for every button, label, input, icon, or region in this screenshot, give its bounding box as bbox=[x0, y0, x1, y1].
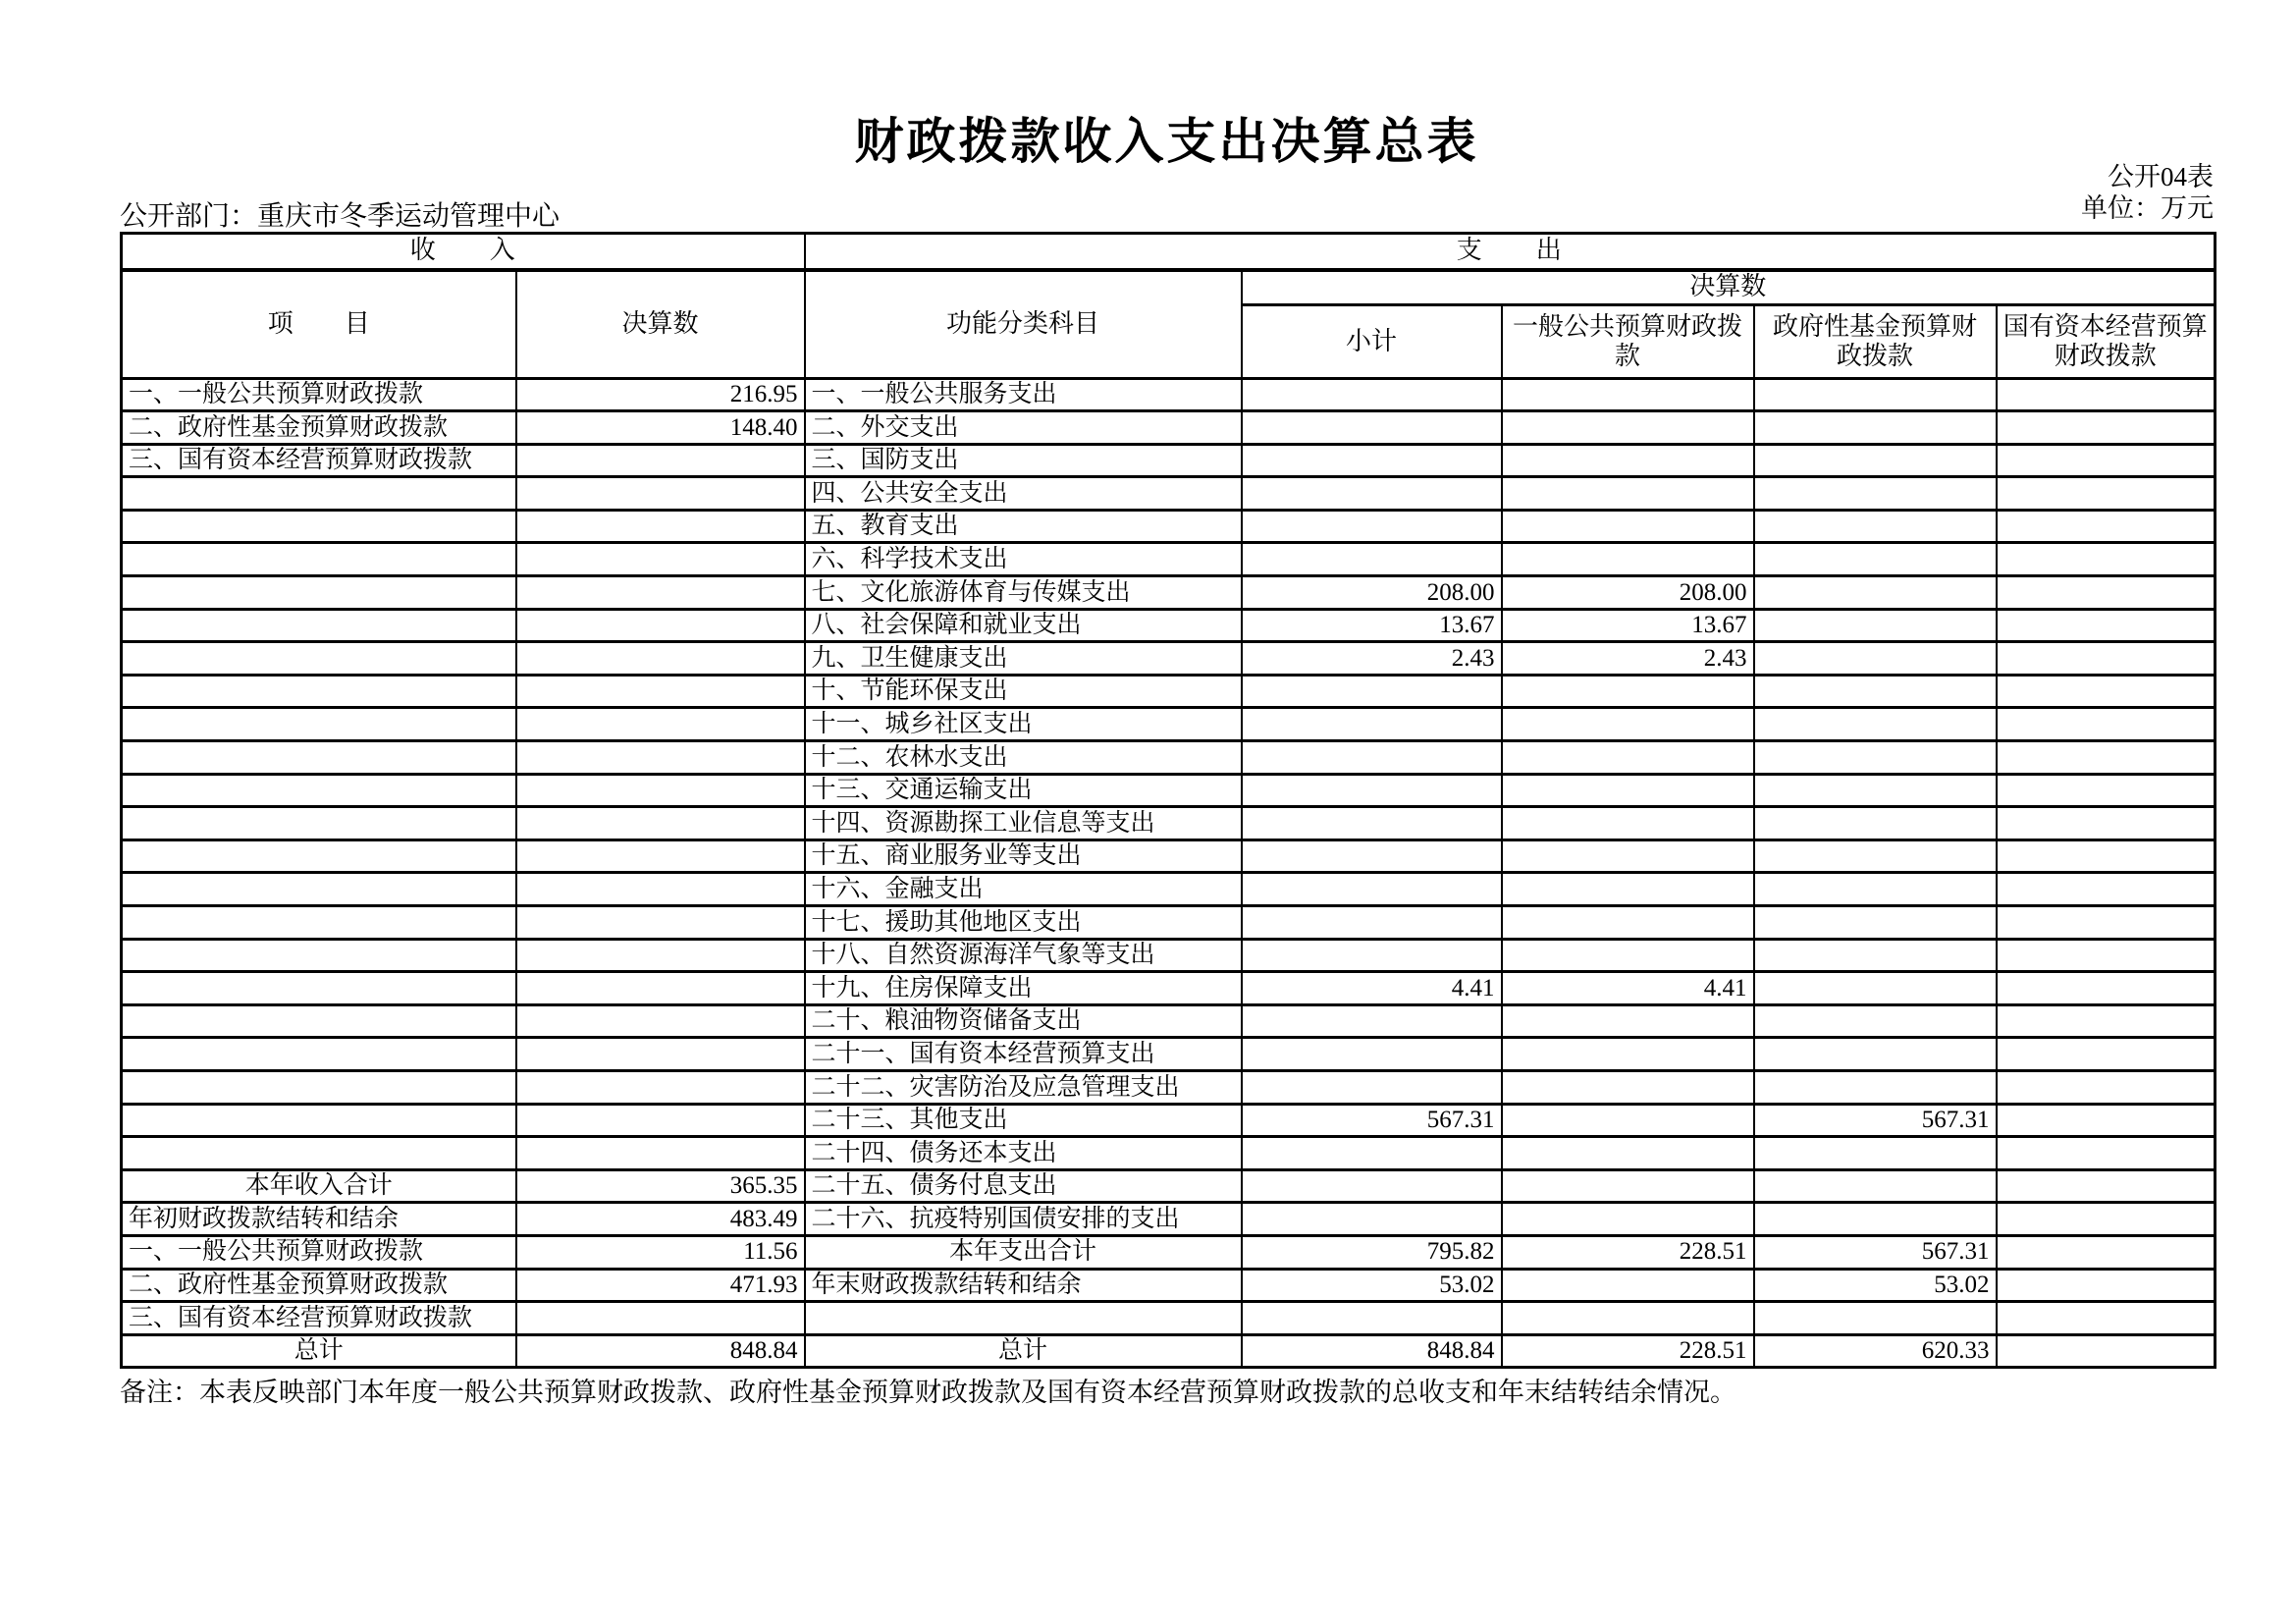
table-row bbox=[122, 708, 2216, 741]
state-capital-cell bbox=[1997, 774, 2216, 807]
subtotal-cell bbox=[1242, 873, 1502, 906]
income-item-cell: 三、国有资本经营预算财政拨款 bbox=[122, 1302, 516, 1335]
income-value-cell bbox=[516, 708, 805, 741]
expense-item-cell: 十二、农林水支出 bbox=[805, 741, 1242, 775]
table-row bbox=[122, 444, 2216, 477]
subtotal-cell: 4.41 bbox=[1242, 972, 1502, 1005]
col-header-item: 项 目 bbox=[122, 270, 516, 379]
state-capital-cell bbox=[1997, 1070, 2216, 1104]
gov-fund-cell bbox=[1754, 510, 1997, 543]
expense-item-cell: 八、社会保障和就业支出 bbox=[805, 609, 1242, 642]
table-row bbox=[122, 741, 2216, 775]
state-capital-cell bbox=[1997, 1302, 2216, 1335]
income-item-cell bbox=[122, 1070, 516, 1104]
table-row bbox=[122, 543, 2216, 576]
general-public-cell bbox=[1502, 774, 1754, 807]
expense-item-cell: 二、外交支出 bbox=[805, 411, 1242, 445]
income-value-cell bbox=[516, 510, 805, 543]
general-public-cell bbox=[1502, 1302, 1754, 1335]
table-row bbox=[122, 1169, 2216, 1203]
table-row bbox=[122, 939, 2216, 972]
expense-item-cell: 二十六、抗疫特别国债安排的支出 bbox=[805, 1203, 1242, 1236]
income-value-cell bbox=[516, 444, 805, 477]
state-capital-cell bbox=[1997, 675, 2216, 708]
fiscal-table bbox=[120, 232, 2216, 1369]
income-value-cell bbox=[516, 807, 805, 840]
state-capital-cell bbox=[1997, 642, 2216, 676]
expense-item-cell: 十七、援助其他地区支出 bbox=[805, 906, 1242, 940]
state-capital-cell bbox=[1997, 1104, 2216, 1137]
general-public-cell bbox=[1502, 378, 1754, 411]
expense-item-cell: 十八、自然资源海洋气象等支出 bbox=[805, 939, 1242, 972]
state-capital-cell bbox=[1997, 444, 2216, 477]
income-item-cell bbox=[122, 972, 516, 1005]
subtotal-cell bbox=[1242, 477, 1502, 511]
subtotal-cell bbox=[1242, 1004, 1502, 1038]
general-public-cell bbox=[1502, 477, 1754, 511]
gov-fund-cell bbox=[1754, 873, 1997, 906]
expense-item-cell: 十五、商业服务业等支出 bbox=[805, 839, 1242, 873]
table-row bbox=[122, 1334, 2216, 1368]
expense-item-cell: 二十五、债务付息支出 bbox=[805, 1169, 1242, 1203]
state-capital-cell bbox=[1997, 1169, 2216, 1203]
general-public-cell bbox=[1502, 510, 1754, 543]
income-item-cell bbox=[122, 939, 516, 972]
income-item-cell: 总计 bbox=[122, 1334, 516, 1368]
subtotal-cell: 795.82 bbox=[1242, 1235, 1502, 1269]
income-value-cell: 148.40 bbox=[516, 411, 805, 445]
subtotal-cell bbox=[1242, 1137, 1502, 1170]
income-value-cell: 471.93 bbox=[516, 1269, 805, 1302]
gov-fund-cell bbox=[1754, 1038, 1997, 1071]
expense-item-cell: 十、节能环保支出 bbox=[805, 675, 1242, 708]
income-item-cell bbox=[122, 477, 516, 511]
subtotal-cell bbox=[1242, 741, 1502, 775]
income-item-cell bbox=[122, 642, 516, 676]
gov-fund-cell bbox=[1754, 1302, 1997, 1335]
subtotal-cell bbox=[1242, 807, 1502, 840]
expense-item-cell: 七、文化旅游体育与传媒支出 bbox=[805, 576, 1242, 610]
state-capital-cell bbox=[1997, 510, 2216, 543]
general-public-cell bbox=[1502, 873, 1754, 906]
gov-fund-cell bbox=[1754, 543, 1997, 576]
state-capital-cell bbox=[1997, 477, 2216, 511]
gov-fund-cell bbox=[1754, 444, 1997, 477]
expense-item-cell: 二十四、债务还本支出 bbox=[805, 1137, 1242, 1170]
expense-item-cell: 九、卫生健康支出 bbox=[805, 642, 1242, 676]
note-text: 备注：本表反映部门本年度一般公共预算财政拨款、政府性基金预算财政拨款及国有资本经营预算财政拨款的总收支和年末结转结余情况。 bbox=[120, 1378, 1736, 1407]
table-row bbox=[122, 1104, 2216, 1137]
expense-item-cell: 三、国防支出 bbox=[805, 444, 1242, 477]
state-capital-cell bbox=[1997, 807, 2216, 840]
income-value-cell bbox=[516, 1004, 805, 1038]
gov-fund-cell bbox=[1754, 675, 1997, 708]
general-public-cell bbox=[1502, 543, 1754, 576]
gov-fund-cell: 567.31 bbox=[1754, 1104, 1997, 1137]
section-header-row bbox=[122, 234, 2216, 270]
table-row bbox=[122, 1269, 2216, 1302]
gov-fund-cell bbox=[1754, 1137, 1997, 1170]
income-item-cell: 年初财政拨款结转和结余 bbox=[122, 1203, 516, 1236]
expense-item-cell: 二十二、灾害防治及应急管理支出 bbox=[805, 1070, 1242, 1104]
table-row bbox=[122, 774, 2216, 807]
gov-fund-cell bbox=[1754, 378, 1997, 411]
table-row bbox=[122, 675, 2216, 708]
subtotal-cell bbox=[1242, 708, 1502, 741]
expense-item-cell: 十六、金融支出 bbox=[805, 873, 1242, 906]
income-value-cell bbox=[516, 972, 805, 1005]
subtotal-cell bbox=[1242, 906, 1502, 940]
gov-fund-cell: 53.02 bbox=[1754, 1269, 1997, 1302]
gov-fund-cell bbox=[1754, 1203, 1997, 1236]
income-item-cell: 一、一般公共预算财政拨款 bbox=[122, 378, 516, 411]
table-row bbox=[122, 839, 2216, 873]
table-row bbox=[122, 906, 2216, 940]
state-capital-cell bbox=[1997, 1203, 2216, 1236]
expense-item-cell: 六、科学技术支出 bbox=[805, 543, 1242, 576]
income-value-cell bbox=[516, 675, 805, 708]
income-value-cell bbox=[516, 1104, 805, 1137]
state-capital-cell bbox=[1997, 1004, 2216, 1038]
subtotal-cell bbox=[1242, 1169, 1502, 1203]
col-header-expense-amount-group: 决算数 bbox=[1242, 270, 2216, 305]
general-public-cell bbox=[1502, 1004, 1754, 1038]
gov-fund-cell bbox=[1754, 807, 1997, 840]
state-capital-cell bbox=[1997, 1038, 2216, 1071]
income-value-cell bbox=[516, 576, 805, 610]
general-public-cell bbox=[1502, 1269, 1754, 1302]
state-capital-cell bbox=[1997, 1269, 2216, 1302]
gov-fund-cell bbox=[1754, 1004, 1997, 1038]
income-value-cell bbox=[516, 1302, 805, 1335]
subtotal-cell: 567.31 bbox=[1242, 1104, 1502, 1137]
page-title: 财政拨款收入支出决算总表 bbox=[854, 114, 1479, 169]
subtotal-cell bbox=[1242, 774, 1502, 807]
income-value-cell bbox=[516, 642, 805, 676]
income-item-cell: 二、政府性基金预算财政拨款 bbox=[122, 1269, 516, 1302]
subtotal-cell: 2.43 bbox=[1242, 642, 1502, 676]
general-public-cell: 228.51 bbox=[1502, 1334, 1754, 1368]
general-public-cell bbox=[1502, 444, 1754, 477]
expense-item-cell: 十四、资源勘探工业信息等支出 bbox=[805, 807, 1242, 840]
subtotal-cell bbox=[1242, 1203, 1502, 1236]
gov-fund-cell bbox=[1754, 939, 1997, 972]
expense-item-cell: 五、教育支出 bbox=[805, 510, 1242, 543]
income-item-cell bbox=[122, 543, 516, 576]
state-capital-cell bbox=[1997, 708, 2216, 741]
gov-fund-cell bbox=[1754, 477, 1997, 511]
income-section-header: 收 入 bbox=[122, 234, 805, 270]
income-item-cell bbox=[122, 1137, 516, 1170]
expense-item-cell: 二十三、其他支出 bbox=[805, 1104, 1242, 1137]
table-row bbox=[122, 1038, 2216, 1071]
gov-fund-cell bbox=[1754, 411, 1997, 445]
state-capital-cell bbox=[1997, 543, 2216, 576]
expense-item-cell: 十九、住房保障支出 bbox=[805, 972, 1242, 1005]
expense-item-cell: 年末财政拨款结转和结余 bbox=[805, 1269, 1242, 1302]
income-value-cell bbox=[516, 609, 805, 642]
table-row bbox=[122, 1137, 2216, 1170]
table-row bbox=[122, 642, 2216, 676]
subtotal-cell: 53.02 bbox=[1242, 1269, 1502, 1302]
general-public-cell bbox=[1502, 1070, 1754, 1104]
income-value-cell bbox=[516, 1070, 805, 1104]
table-row bbox=[122, 576, 2216, 610]
subtotal-cell bbox=[1242, 839, 1502, 873]
income-value-cell bbox=[516, 873, 805, 906]
income-value-cell bbox=[516, 1038, 805, 1071]
table-row bbox=[122, 807, 2216, 840]
state-capital-cell bbox=[1997, 972, 2216, 1005]
subtotal-cell bbox=[1242, 543, 1502, 576]
table-row bbox=[122, 378, 2216, 411]
expense-item-cell: 一、一般公共服务支出 bbox=[805, 378, 1242, 411]
income-item-cell bbox=[122, 906, 516, 940]
table-row bbox=[122, 477, 2216, 511]
general-public-cell bbox=[1502, 1203, 1754, 1236]
state-capital-cell bbox=[1997, 873, 2216, 906]
general-public-cell bbox=[1502, 906, 1754, 940]
expense-section-header: 支 出 bbox=[805, 234, 2216, 270]
income-item-cell bbox=[122, 510, 516, 543]
state-capital-cell bbox=[1997, 1334, 2216, 1368]
subtotal-cell bbox=[1242, 510, 1502, 543]
income-item-cell bbox=[122, 708, 516, 741]
income-item-cell bbox=[122, 741, 516, 775]
general-public-cell bbox=[1502, 411, 1754, 445]
general-public-cell bbox=[1502, 807, 1754, 840]
subtotal-cell bbox=[1242, 675, 1502, 708]
gov-fund-cell bbox=[1754, 576, 1997, 610]
income-value-cell bbox=[516, 1137, 805, 1170]
table-row bbox=[122, 1070, 2216, 1104]
subtotal-cell bbox=[1242, 939, 1502, 972]
state-capital-cell bbox=[1997, 609, 2216, 642]
general-public-cell: 13.67 bbox=[1502, 609, 1754, 642]
table-row bbox=[122, 510, 2216, 543]
income-value-cell bbox=[516, 839, 805, 873]
table-row bbox=[122, 609, 2216, 642]
general-public-cell bbox=[1502, 1104, 1754, 1137]
general-public-cell bbox=[1502, 675, 1754, 708]
gov-fund-cell bbox=[1754, 906, 1997, 940]
col-header-state-capital-budget: 国有资本经营预算财政拨款 bbox=[1997, 304, 2216, 378]
expense-item-cell: 十一、城乡社区支出 bbox=[805, 708, 1242, 741]
gov-fund-cell bbox=[1754, 642, 1997, 676]
table-body bbox=[122, 378, 2216, 1368]
table-row bbox=[122, 1235, 2216, 1269]
income-value-cell bbox=[516, 774, 805, 807]
subtotal-cell bbox=[1242, 378, 1502, 411]
expense-item-cell: 二十、粮油物资储备支出 bbox=[805, 1004, 1242, 1038]
general-public-cell: 4.41 bbox=[1502, 972, 1754, 1005]
income-value-cell: 483.49 bbox=[516, 1203, 805, 1236]
table-row bbox=[122, 1302, 2216, 1335]
general-public-cell: 2.43 bbox=[1502, 642, 1754, 676]
expense-item-cell: 四、公共安全支出 bbox=[805, 477, 1242, 511]
state-capital-cell bbox=[1997, 839, 2216, 873]
income-item-cell: 一、一般公共预算财政拨款 bbox=[122, 1235, 516, 1269]
expense-item-cell bbox=[805, 1302, 1242, 1335]
income-value-cell bbox=[516, 543, 805, 576]
income-item-cell bbox=[122, 1004, 516, 1038]
subtotal-cell bbox=[1242, 411, 1502, 445]
table-row bbox=[122, 411, 2216, 445]
gov-fund-cell bbox=[1754, 609, 1997, 642]
subtotal-cell: 848.84 bbox=[1242, 1334, 1502, 1368]
table-row bbox=[122, 1203, 2216, 1236]
income-item-cell: 本年收入合计 bbox=[122, 1169, 516, 1203]
col-header-function-category: 功能分类科目 bbox=[805, 270, 1242, 379]
expense-item-cell: 二十一、国有资本经营预算支出 bbox=[805, 1038, 1242, 1071]
income-value-cell bbox=[516, 741, 805, 775]
expense-item-cell: 本年支出合计 bbox=[805, 1235, 1242, 1269]
subtotal-cell: 13.67 bbox=[1242, 609, 1502, 642]
subtotal-cell bbox=[1242, 1070, 1502, 1104]
gov-fund-cell: 620.33 bbox=[1754, 1334, 1997, 1368]
income-value-cell: 848.84 bbox=[516, 1334, 805, 1368]
state-capital-cell bbox=[1997, 1235, 2216, 1269]
income-item-cell bbox=[122, 774, 516, 807]
income-item-cell: 三、国有资本经营预算财政拨款 bbox=[122, 444, 516, 477]
state-capital-cell bbox=[1997, 1137, 2216, 1170]
income-item-cell bbox=[122, 807, 516, 840]
subtotal-cell: 208.00 bbox=[1242, 576, 1502, 610]
income-value-cell bbox=[516, 906, 805, 940]
gov-fund-cell: 567.31 bbox=[1754, 1235, 1997, 1269]
income-item-cell bbox=[122, 1104, 516, 1137]
income-value-cell bbox=[516, 939, 805, 972]
income-item-cell bbox=[122, 675, 516, 708]
income-item-cell bbox=[122, 839, 516, 873]
state-capital-cell bbox=[1997, 741, 2216, 775]
state-capital-cell bbox=[1997, 939, 2216, 972]
gov-fund-cell bbox=[1754, 839, 1997, 873]
general-public-cell bbox=[1502, 741, 1754, 775]
general-public-cell: 208.00 bbox=[1502, 576, 1754, 610]
income-value-cell: 216.95 bbox=[516, 378, 805, 411]
department-label: 公开部门：重庆市冬季运动管理中心 bbox=[120, 201, 561, 232]
table-row bbox=[122, 1004, 2216, 1038]
column-header-row-1 bbox=[122, 270, 2216, 305]
subtotal-cell bbox=[1242, 1038, 1502, 1071]
gov-fund-cell bbox=[1754, 741, 1997, 775]
col-header-gov-fund-budget: 政府性基金预算财政拨款 bbox=[1754, 304, 1997, 378]
gov-fund-cell bbox=[1754, 1169, 1997, 1203]
general-public-cell bbox=[1502, 708, 1754, 741]
gov-fund-cell bbox=[1754, 972, 1997, 1005]
state-capital-cell bbox=[1997, 411, 2216, 445]
gov-fund-cell bbox=[1754, 774, 1997, 807]
income-item-cell bbox=[122, 576, 516, 610]
state-capital-cell bbox=[1997, 378, 2216, 411]
state-capital-cell bbox=[1997, 906, 2216, 940]
income-item-cell bbox=[122, 873, 516, 906]
state-capital-cell bbox=[1997, 576, 2216, 610]
expense-item-cell: 总计 bbox=[805, 1334, 1242, 1368]
general-public-cell: 228.51 bbox=[1502, 1235, 1754, 1269]
expense-item-cell: 十三、交通运输支出 bbox=[805, 774, 1242, 807]
col-header-income-amount: 决算数 bbox=[516, 270, 805, 379]
general-public-cell bbox=[1502, 1038, 1754, 1071]
income-item-cell: 二、政府性基金预算财政拨款 bbox=[122, 411, 516, 445]
general-public-cell bbox=[1502, 839, 1754, 873]
general-public-cell bbox=[1502, 939, 1754, 972]
subtotal-cell bbox=[1242, 1302, 1502, 1335]
income-value-cell: 365.35 bbox=[516, 1169, 805, 1203]
general-public-cell bbox=[1502, 1169, 1754, 1203]
col-header-general-public-budget: 一般公共预算财政拨款 bbox=[1502, 304, 1754, 378]
table-row bbox=[122, 873, 2216, 906]
col-header-subtotal: 小计 bbox=[1242, 304, 1502, 378]
gov-fund-cell bbox=[1754, 1070, 1997, 1104]
income-value-cell: 11.56 bbox=[516, 1235, 805, 1269]
gov-fund-cell bbox=[1754, 708, 1997, 741]
subtotal-cell bbox=[1242, 444, 1502, 477]
unit-label: 单位：万元 bbox=[2081, 193, 2214, 223]
income-value-cell bbox=[516, 477, 805, 511]
general-public-cell bbox=[1502, 1137, 1754, 1170]
income-item-cell bbox=[122, 609, 516, 642]
table-code-label: 公开04表 bbox=[2108, 162, 2214, 191]
income-item-cell bbox=[122, 1038, 516, 1071]
table-row bbox=[122, 972, 2216, 1005]
